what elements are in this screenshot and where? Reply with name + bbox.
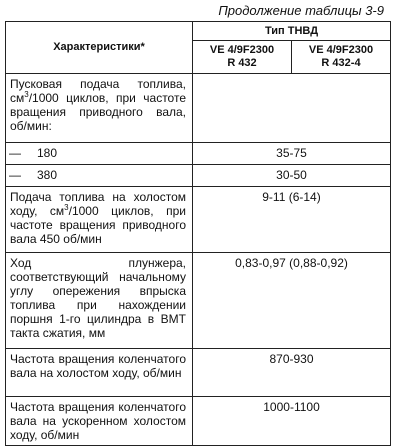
model-b-header <box>292 41 391 74</box>
characteristic-text: /1000 циклов, при частоте вращения приводного вала, об/мин: <box>10 91 186 133</box>
characteristic-text: 180 <box>37 146 58 160</box>
table-row <box>6 397 391 446</box>
row-value: 1000-1100 <box>193 397 391 446</box>
model-b-line2: R 432-4 <box>321 57 361 69</box>
row-value: 9-11 (6-14) <box>193 187 391 253</box>
model-b-line1: VE 4/9F2300 <box>308 44 374 56</box>
row-characteristic: Ход плунжера, соответствующий начальному углу опережения впрыска топлива при нахождении поршня 1-го цилиндра в ВМТ такта сжатия, мм <box>6 253 193 349</box>
pump-type-header: Тип ТНВД <box>193 22 391 41</box>
row-characteristic: Частота вращения коленчатого вала на ускоренном холостом ходу, об/мин <box>6 397 193 446</box>
row-value: 30-50 <box>193 165 391 187</box>
superscript: 3 <box>24 90 29 99</box>
row-value: 870-930 <box>193 349 391 397</box>
table-row <box>6 74 391 143</box>
model-a-line2: R 432 <box>227 57 257 69</box>
row-characteristic <box>6 143 193 165</box>
row-characteristic: Частота вращения коленчатого вала на холостом ходу, об/мин <box>6 349 193 397</box>
dash-marker: — <box>9 168 21 182</box>
row-characteristic <box>6 165 193 187</box>
table-row <box>6 143 391 165</box>
dash-marker: — <box>9 146 21 160</box>
header-row <box>6 22 391 41</box>
row-value: 35-75 <box>193 143 391 165</box>
row-value <box>193 74 391 143</box>
table-row <box>6 187 391 253</box>
row-value: 0,83-0,97 (0,88-0,92) <box>193 253 391 349</box>
characteristics-header: Характеристики* <box>6 22 193 74</box>
characteristic-text: Пусковая подача топлива, см <box>10 77 186 105</box>
characteristic-text: 380 <box>37 168 58 182</box>
pump-spec-table <box>5 21 391 446</box>
model-a-line1: VE 4/9F2300 <box>209 44 275 56</box>
model-a-header <box>193 41 292 74</box>
table-row <box>6 253 391 349</box>
table-row <box>6 165 391 187</box>
row-characteristic <box>6 187 193 253</box>
characteristic-text: /1000 циклов, при частоте вращения приводного вала 450 об/мин <box>10 204 186 246</box>
superscript: 3 <box>64 203 69 212</box>
characteristic-text: Подача топлива на холостом ходу, см <box>10 190 186 218</box>
table-caption: Продолжение таблицы 3-9 <box>218 3 384 18</box>
row-characteristic <box>6 74 193 143</box>
table-row <box>6 349 391 397</box>
